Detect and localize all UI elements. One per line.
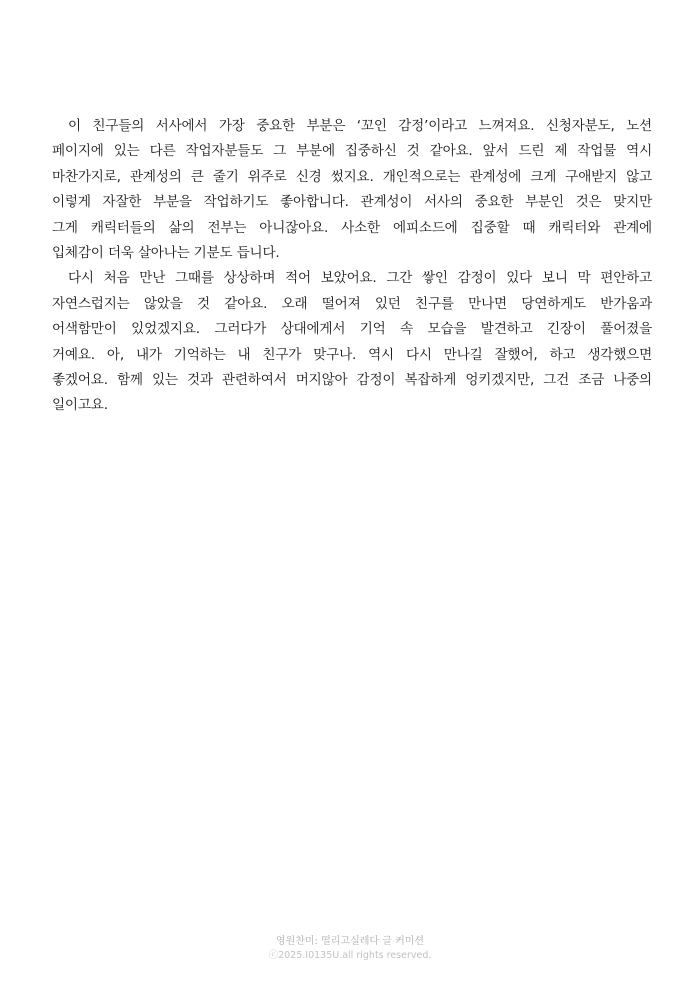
- text-line: 페이지에 있는 다른 작업자분들도 그 부분에 집중하신 것 같아요. 앞서 드린 제 작업물 역시: [52, 143, 652, 160]
- paragraph-1: [52, 114, 652, 266]
- text-line: 이렇게 자잘한 부분을 작업하기도 좋아합니다. 관계성이 서사의 중요한 부분인 것은 맞지만: [52, 194, 652, 211]
- text-line: 다시 처음 만난 그때를 상상하며 적어 보았어요. 그간 쌓인 감정이 있다 보니 막 편안하고: [68, 270, 652, 287]
- text-line: 좋겠어요. 함께 있는 것과 관련하여서 머지않아 감정이 복잡하게 엉키겠지만, 그건 조금 나중의: [52, 371, 652, 388]
- text-line: 자연스럽지는 않았을 것 같아요. 오래 떨어져 있던 친구를 만나면 당연하게도 반가움과: [52, 295, 652, 312]
- footer-copyright: ⓒ2025.I0135U.all rights reserved.: [268, 950, 432, 961]
- text-line: 어색함만이 있었겠지요. 그러다가 상대에게서 기억 속 모습을 발견하고 긴장이 풀어졌을: [52, 321, 652, 338]
- text-line: 마찬가지로, 관계성의 큰 줄기 위주로 신경 썼지요. 개인적으로는 관계성에 크게 구애받지 않고: [52, 168, 652, 185]
- text-line: 이 친구들의 서사에서 가장 중요한 부분은 ‘꼬인 감정’이라고 느껴져요. 신청자분도, 노션: [68, 118, 652, 134]
- body-text: [52, 114, 652, 419]
- page-footer: [0, 935, 700, 962]
- text-line: 그게 캐릭터들의 삶의 전부는 아니잖아요. 사소한 에피소드에 집중할 때 캐릭터와 관계에: [52, 219, 652, 236]
- text-line: 거예요. 아, 내가 기억하는 내 친구가 맞구나. 역시 다시 만나길 잘했어, 하고 생각했으면: [52, 346, 652, 363]
- text-line: 입체감이 더욱 살아나는 기분도 듭니다.: [52, 244, 280, 261]
- paragraph-2: [52, 266, 652, 418]
- text-line: 일이고요.: [52, 397, 108, 414]
- footer-credit: 영원찬미: 떨리고실레다 글 커미션: [275, 936, 425, 947]
